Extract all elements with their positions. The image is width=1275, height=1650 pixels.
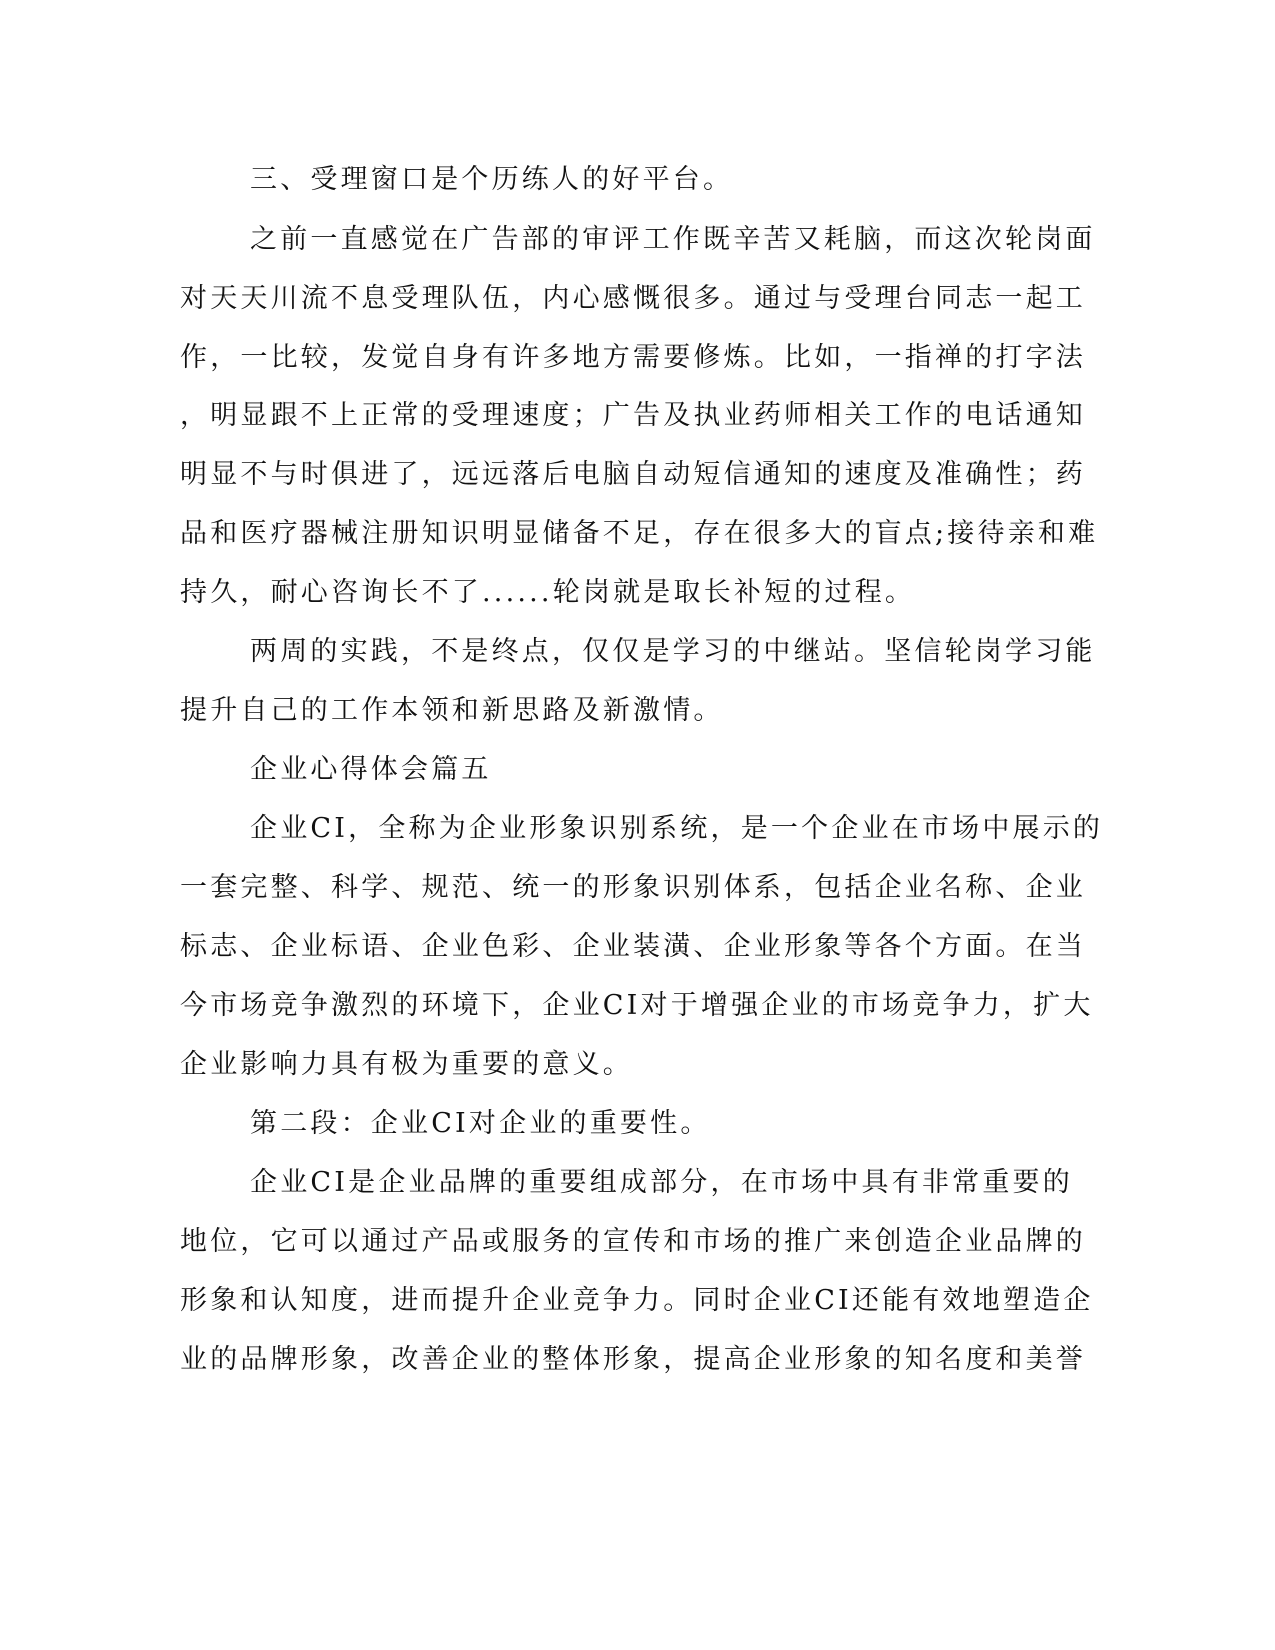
paragraph-line: 今市场竞争激烈的环境下，企业CI对于增强企业的市场竞争力，扩大	[180, 990, 1094, 1021]
paragraph-line: 企业CI是企业品牌的重要组成部分，在市场中具有非常重要的	[250, 1167, 1073, 1198]
paragraph-line: 形象和认知度，进而提升企业竞争力。同时企业CI还能有效地塑造企	[180, 1285, 1094, 1316]
paragraph-line: ，明显跟不上正常的受理速度；广告及执业药师相关工作的电话通知	[180, 400, 1086, 431]
paragraph-line: 明显不与时俱进了，远远落后电脑自动短信通知的速度及准确性；药	[180, 459, 1086, 490]
paragraph-line: 地位，它可以通过产品或服务的宣传和市场的推广来创造企业品牌的	[180, 1226, 1086, 1257]
paragraph-line: 一套完整、科学、规范、统一的形象识别体系，包括企业名称、企业	[180, 872, 1086, 903]
section-heading: 第二段：企业CI对企业的重要性。	[250, 1108, 711, 1139]
paragraph-line: 业的品牌形象，改善企业的整体形象，提高企业形象的知名度和美誉	[180, 1344, 1086, 1375]
heading-line: 三、受理窗口是个历练人的好平台。	[250, 164, 734, 195]
paragraph-line: 对天天川流不息受理队伍，内心感慨很多。通过与受理台同志一起工	[180, 283, 1086, 314]
paragraph-line: 两周的实践，不是终点，仅仅是学习的中继站。坚信轮岗学习能	[250, 636, 1096, 667]
paragraph-line: 品和医疗器械注册知识明显储备不足，存在很多大的盲点;接待亲和难	[180, 518, 1099, 549]
section-title: 企业心得体会篇五	[250, 754, 492, 785]
paragraph-line: 持久，耐心咨询长不了......轮岗就是取长补短的过程。	[180, 577, 916, 608]
paragraph-line: 之前一直感觉在广告部的审评工作既辛苦又耗脑，而这次轮岗面	[250, 224, 1096, 255]
paragraph-line: 提升自己的工作本领和新思路及新激情。	[180, 695, 724, 726]
paragraph-line: 企业影响力具有极为重要的意义。	[180, 1049, 633, 1080]
paragraph-line: 作，一比较，发觉自身有许多地方需要修炼。比如，一指禅的打字法	[180, 342, 1086, 373]
paragraph-line: 企业CI，全称为企业形象识别系统，是一个企业在市场中展示的	[250, 813, 1104, 844]
paragraph-line: 标志、企业标语、企业色彩、企业装潢、企业形象等各个方面。在当	[180, 931, 1086, 962]
